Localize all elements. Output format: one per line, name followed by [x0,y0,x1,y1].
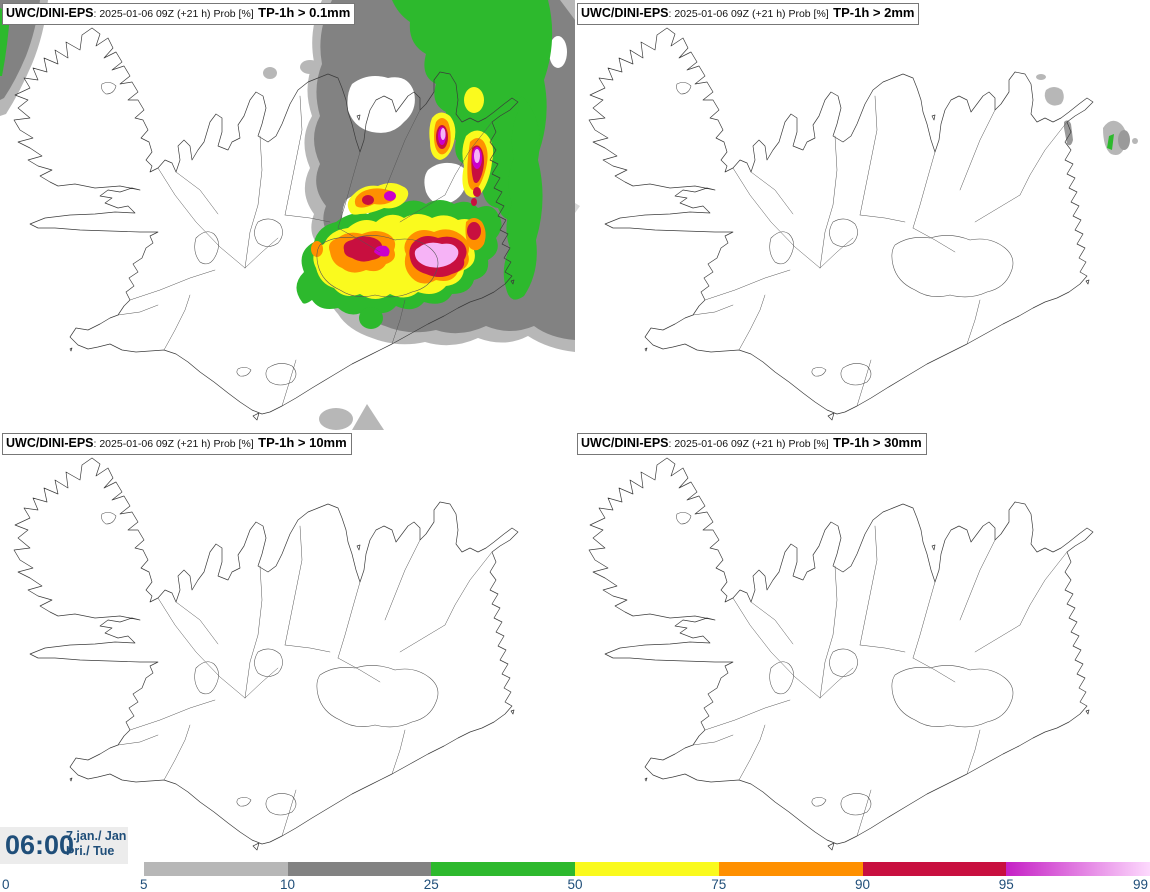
threshold-label: TP-1h > 10mm [258,435,347,450]
threshold-label: TP-1h > 0.1mm [258,5,351,20]
threshold-label: TP-1h > 30mm [833,435,922,450]
legend-segment-50-75 [575,862,719,876]
legend-tick-0: 0 [2,877,10,892]
legend-segment-5-10 [144,862,288,876]
run-meta: : 2025-01-06 09Z (+21 h) Prob [%] [93,438,254,450]
iceland-map [575,0,1150,430]
legend-segment-90-95 [863,862,1007,876]
model-label: UWC/DINI-EPS [581,6,669,20]
legend-segment-25-50 [431,862,575,876]
probability-overlay [575,74,1138,213]
run-meta: : 2025-01-06 09Z (+21 h) Prob [%] [668,8,829,20]
iceland-map [0,430,575,860]
iceland-map [575,430,1150,860]
panel-prob-tp1h-30mm [575,430,1150,860]
iceland-coastline [589,19,1093,420]
iceland-coastline [14,449,518,850]
valid-date-line1: 7.jan./ Jan [66,829,127,843]
valid-date-line2: Þri./ Tue [66,844,115,858]
legend-tick-10: 10 [279,877,296,892]
run-meta: : 2025-01-06 09Z (+21 h) Prob [%] [668,438,829,450]
panel-title [577,433,927,455]
probability-overlay [0,0,575,430]
footer [0,825,1150,891]
model-label: UWC/DINI-EPS [6,6,94,20]
panel-prob-tp1h-0.1mm [0,0,575,430]
legend-tick-90: 90 [854,877,871,892]
legend-labels [0,877,1150,891]
legend-segment-10-25 [288,862,432,876]
run-meta: : 2025-01-06 09Z (+21 h) Prob [%] [93,8,254,20]
legend-tick-50: 50 [567,877,583,892]
threshold-label: TP-1h > 2mm [833,5,915,20]
legend-tick-75: 75 [711,877,727,892]
legend-bar [144,862,1150,876]
model-label: UWC/DINI-EPS [581,436,669,450]
valid-time: 06:00 [5,830,75,860]
valid-date [66,829,126,859]
legend-tick-25: 25 [423,877,439,892]
panel-prob-tp1h-10mm [0,430,575,860]
legend-segment-75-90 [719,862,863,876]
legend-segment-95-99 [1006,862,1150,876]
iceland-coastline [589,449,1093,850]
legend-tick-99: 99 [1132,877,1148,892]
model-label: UWC/DINI-EPS [6,436,94,450]
panel-title [2,433,352,455]
valid-time-box [0,827,128,864]
panel-prob-tp1h-2mm [575,0,1150,430]
legend-tick-5: 5 [139,877,148,892]
iceland-map [0,0,575,430]
legend-tick-95: 95 [998,877,1014,892]
panel-title [577,3,919,25]
panel-title [2,3,355,25]
